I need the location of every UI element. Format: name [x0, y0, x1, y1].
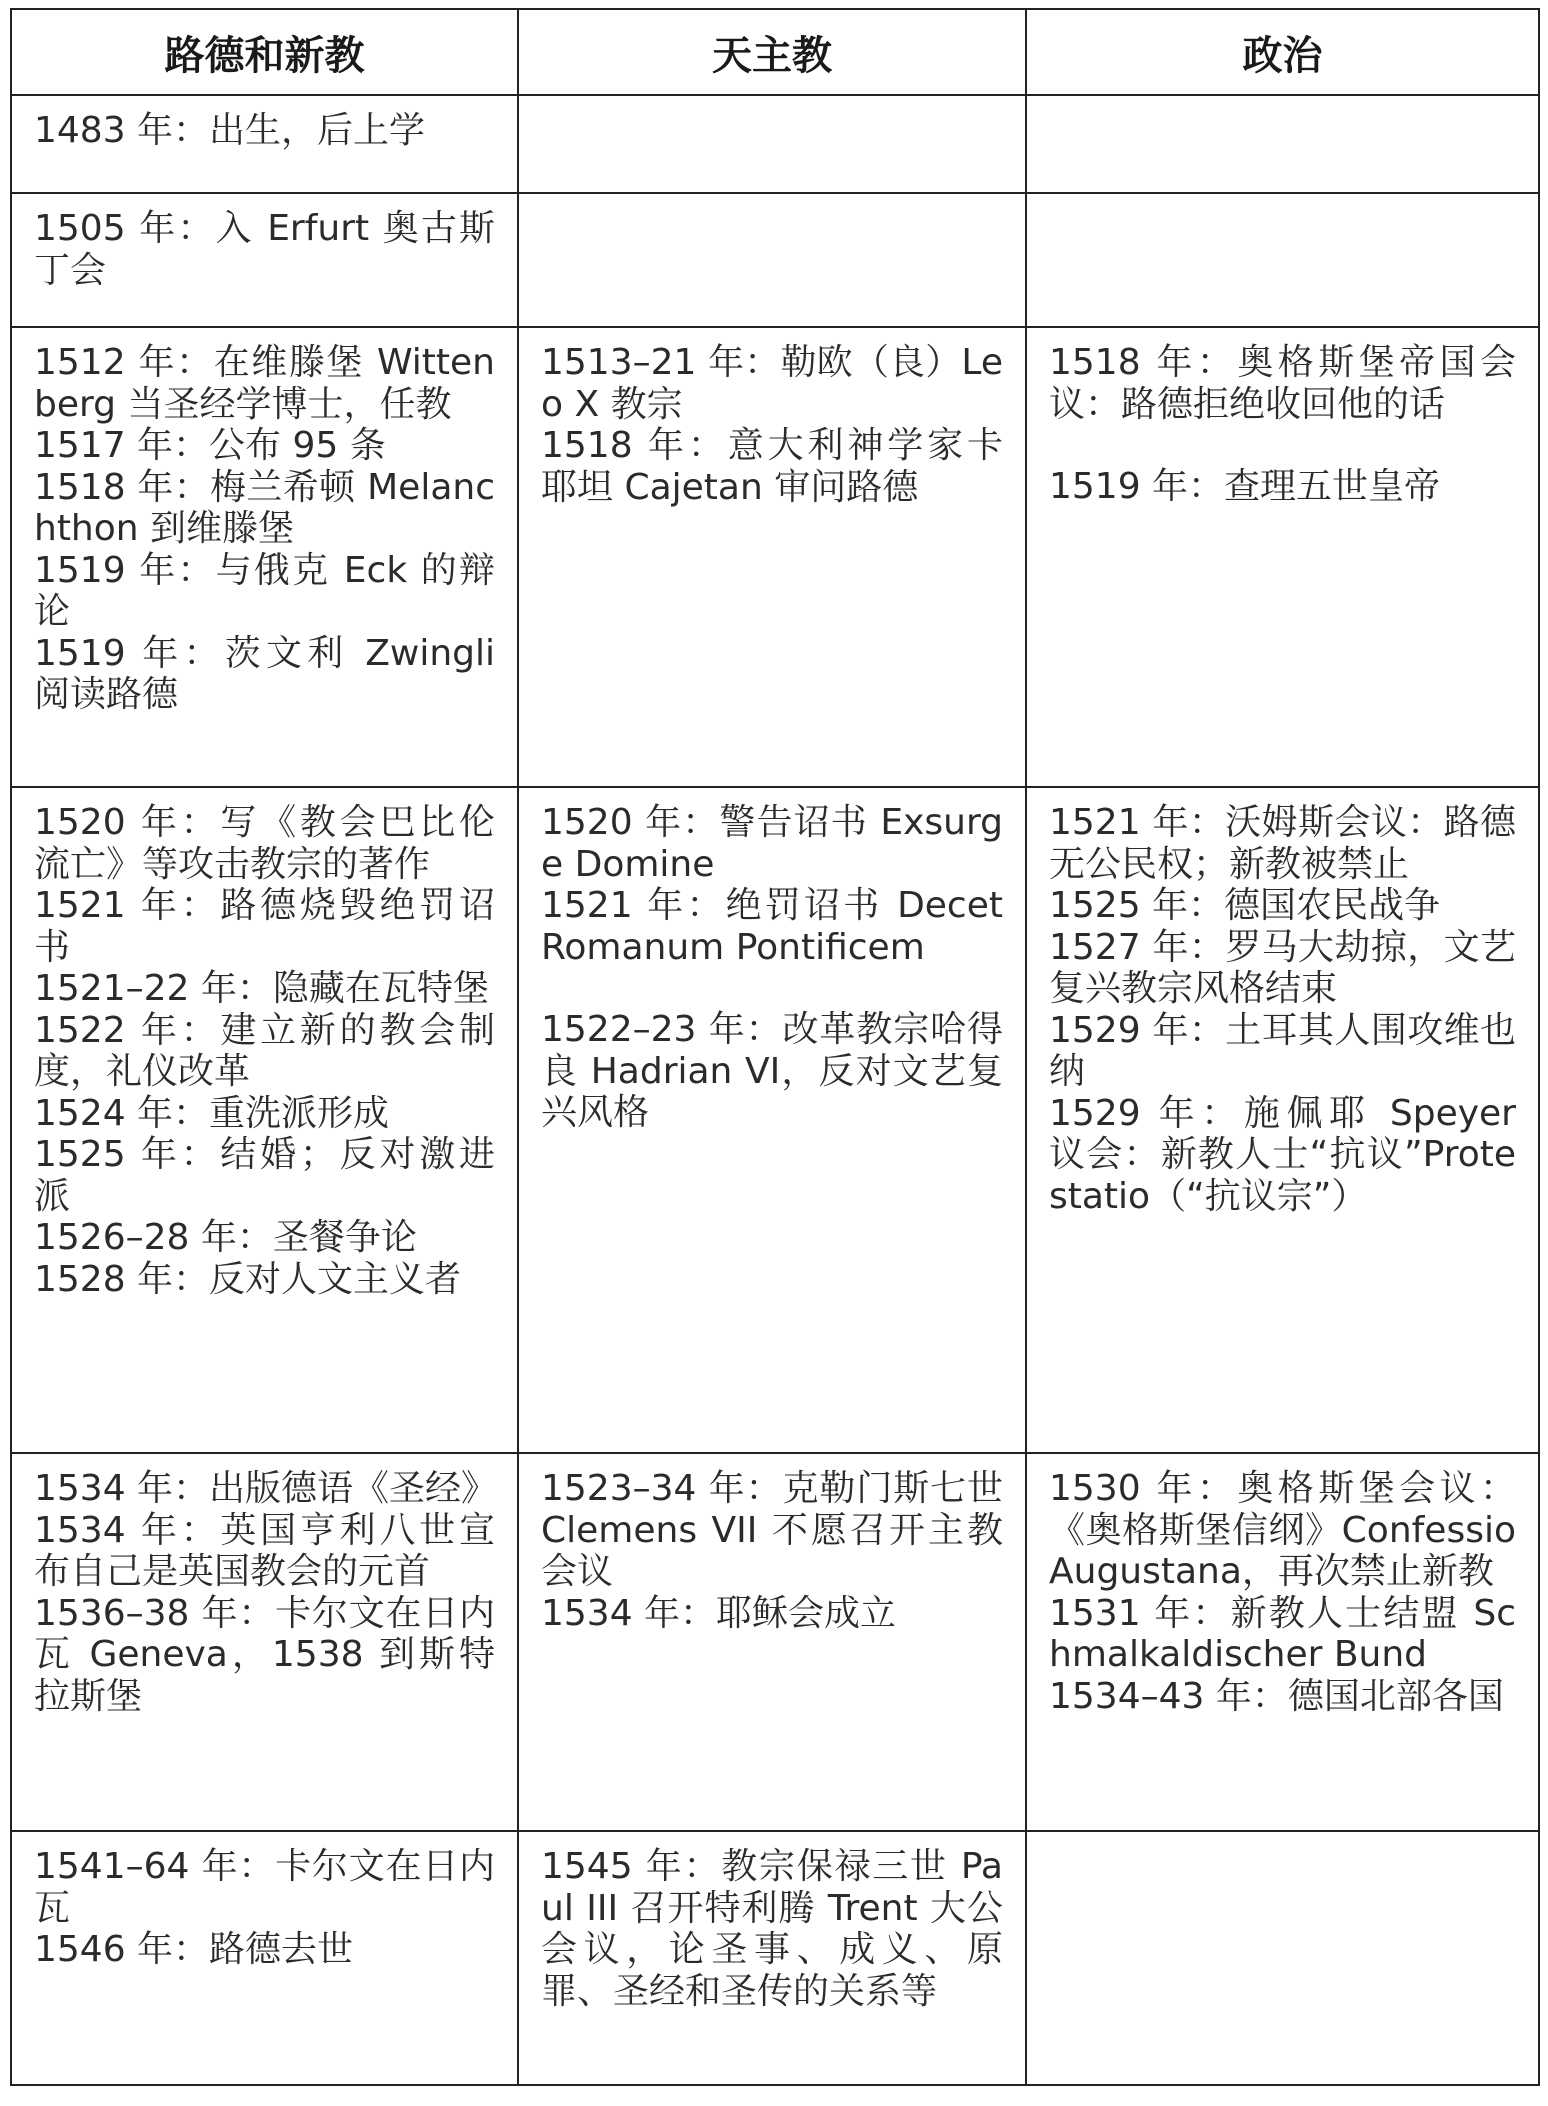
timeline-entry: 1546 年：路德去世: [34, 1929, 354, 1970]
page: [10, 8, 1538, 2086]
table-cell-politics: [1026, 327, 1539, 787]
table-cell-politics: [1026, 95, 1539, 193]
timeline-table: [10, 8, 1540, 2086]
timeline-entry: 1517 年：公布 95 条: [34, 425, 386, 466]
table-row: [11, 1453, 1539, 1831]
timeline-entry: 1513–21 年：勒欧（良）Leo X 教宗: [541, 342, 1003, 425]
timeline-entry: 1529 年：土耳其人围攻维也纳: [1049, 1009, 1516, 1092]
timeline-entry: 1534 年：耶稣会成立: [541, 1592, 897, 1634]
table-row: [11, 787, 1539, 1453]
timeline-entry: 1483 年：出生，后上学: [34, 110, 426, 151]
timeline-entry: 1525 年：结婚；反对激进派: [34, 1134, 495, 1217]
timeline-entry: 1522 年：建立新的教会制度，礼仪改革: [34, 1009, 495, 1092]
timeline-entry: 1527 年：罗马大劫掠，文艺复兴教宗风格结束: [1049, 926, 1516, 1009]
table-cell-catholic: [518, 193, 1026, 327]
timeline-entry: 1530 年：奥格斯堡会议：《奥格斯堡信纲》Confessio Augustana，再次禁止新教: [1049, 1468, 1516, 1592]
table-row: [11, 327, 1539, 787]
timeline-entry: 1521 年：路德烧毁绝罚诏书: [34, 885, 495, 968]
timeline-entry: 1521 年：沃姆斯会议：路德无公民权；新教被禁止: [1049, 802, 1516, 885]
timeline-entry: 1529 年：施佩耶 Speyer 议会：新教人士“抗议”Protestatio（“抗议宗”）: [1049, 1092, 1516, 1217]
table-row: [11, 193, 1539, 327]
table-cell-luther: [11, 193, 518, 327]
timeline-entry: 1512 年：在维滕堡 Wittenberg 当圣经学博士，任教: [34, 342, 495, 425]
timeline-entry: 1526–28 年：圣餐争论: [34, 1217, 417, 1258]
timeline-entry: 1520 年：写《教会巴比伦流亡》等攻击教宗的著作: [34, 802, 495, 885]
table-cell-luther: [11, 327, 518, 787]
timeline-entry: 1522–23 年：改革教宗哈得良 Hadrian VI，反对文艺复兴风格: [541, 1009, 1003, 1133]
timeline-entry: 1541–64 年：卡尔文在日内瓦: [34, 1846, 495, 1929]
timeline-entry: 1521–22 年：隐藏在瓦特堡: [34, 968, 489, 1009]
timeline-entry: 1518 年：意大利神学家卡耶坦 Cajetan 审问路德: [541, 425, 1003, 508]
table-cell-luther: [11, 787, 518, 1453]
timeline-entry: 1518 年：奥格斯堡帝国会议：路德拒绝收回他的话: [1049, 342, 1516, 425]
timeline-entry: 1523–34 年：克勒门斯七世 Clemens VII 不愿召开主教会议: [541, 1468, 1003, 1592]
table-cell-luther: [11, 1453, 518, 1831]
timeline-entry: 1519 年：与俄克 Eck 的辩论: [34, 549, 495, 632]
table-cell-catholic: [518, 95, 1026, 193]
timeline-entry: 1545 年：教宗保禄三世 Paul III 召开特利腾 Trent 大公会议，论圣事、成义、原罪、圣经和圣传的关系等: [541, 1846, 1003, 2012]
table-cell-politics: [1026, 193, 1539, 327]
timeline-entry: 1505 年：入 Erfurt 奥古斯丁会: [34, 208, 495, 291]
timeline-entry: 1536–38 年：卡尔文在日内瓦 Geneva，1538 到斯特拉斯堡: [34, 1592, 495, 1717]
column-header-catholicism: 天主教: [518, 9, 1026, 95]
timeline-entry: 1534 年：英国亨利八世宣布自己是英国教会的元首: [34, 1509, 495, 1592]
timeline-entry: 1520 年：警告诏书 Exsurge Domine: [541, 802, 1003, 885]
timeline-entry: 1531 年：新教人士结盟 Schmalkaldischer Bund: [1049, 1592, 1516, 1675]
header-row: [11, 9, 1539, 95]
table-cell-luther: [11, 1831, 518, 2085]
table-cell-catholic: [518, 1453, 1026, 1831]
timeline-entry: 1525 年：德国农民战争: [1049, 885, 1441, 926]
timeline-entry: 1534–43 年：德国北部各国: [1049, 1675, 1504, 1717]
timeline-entry: 1534 年：出版德语《圣经》: [34, 1468, 498, 1509]
table-cell-luther: [11, 95, 518, 193]
timeline-entry: 1528 年：反对人文主义者: [34, 1258, 462, 1300]
table-cell-catholic: [518, 787, 1026, 1453]
timeline-entry: 1519 年：查理五世皇帝: [1049, 466, 1441, 507]
timeline-entry: 1521 年：绝罚诏书 Decet Romanum Pontificem: [541, 885, 1003, 968]
table-row: [11, 1831, 1539, 2085]
column-header-luther-protestantism: 路德和新教: [11, 9, 518, 95]
table-cell-catholic: [518, 1831, 1026, 2085]
column-header-politics: 政治: [1026, 9, 1539, 95]
table-cell-politics: [1026, 1453, 1539, 1831]
table-cell-politics: [1026, 1831, 1539, 2085]
timeline-entry: 1518 年：梅兰希顿 Melanchthon 到维滕堡: [34, 466, 495, 549]
table-cell-catholic: [518, 327, 1026, 787]
timeline-entry: 1519 年：茨文利 Zwingli 阅读路德: [34, 632, 495, 715]
table-row: [11, 95, 1539, 193]
timeline-entry: 1524 年：重洗派形成: [34, 1092, 390, 1134]
table-cell-politics: [1026, 787, 1539, 1453]
